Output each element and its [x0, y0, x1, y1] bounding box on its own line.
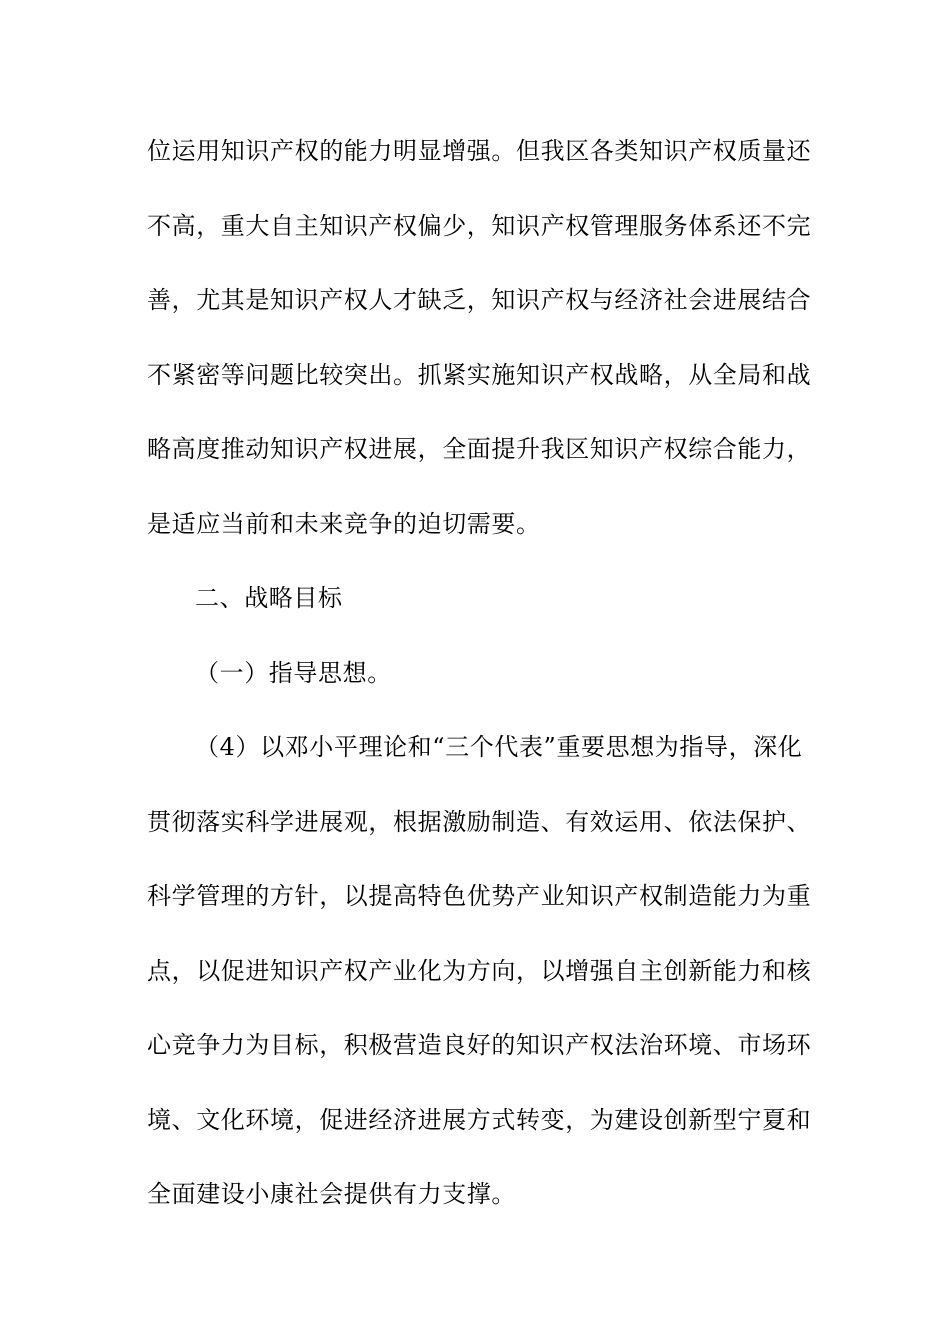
text-line: 善，尤其是知识产权人才缺乏，知识产权与经济社会进展结合	[147, 286, 812, 314]
paragraph-situation	[147, 126, 812, 573]
paragraph-guiding-ideology	[147, 722, 812, 1244]
text-line: 点，以促进知识产权产业化为方向，以增强自主创新能力和核	[147, 956, 812, 985]
text-line: 不高，重大自主知识产权偏少，知识产权管理服务体系还不完	[147, 211, 812, 240]
text-line: 境、文化环境，促进经济进展方式转变，为建设创新型宁夏和	[147, 1105, 812, 1134]
text-line: 位运用知识产权的能力明显增强。但我区各类知识产权质量还	[147, 137, 812, 165]
text-line: 全面建设小康社会提供有力支撑。	[147, 1180, 516, 1208]
text-line: 贯彻落实科学进展观，根据激励制造、有效运用、依法保护、	[147, 807, 812, 836]
section-heading: 二、战略目标	[195, 584, 343, 612]
text-line: 略高度推动知识产权进展，全面提升我区知识产权综合能力，	[147, 435, 812, 463]
text-line: 不紧密等问题比较突出。抓紧实施知识产权战略，从全局和战	[147, 360, 812, 389]
text-line: 心竞争力为目标，积极营造良好的知识产权法治环境、市场环	[147, 1031, 812, 1059]
document-body	[147, 126, 812, 1244]
subsection-heading: （一）指导思想。	[195, 658, 392, 687]
text-line: 是适应当前和未来竞争的迫切需要。	[147, 509, 541, 538]
text-line: 科学管理的方针，以提高特色优势产业知识产权制造能力为重	[147, 882, 812, 910]
text-line: （4）以邓小平理论和“三个代表”重要思想为指导，深化	[195, 733, 803, 761]
